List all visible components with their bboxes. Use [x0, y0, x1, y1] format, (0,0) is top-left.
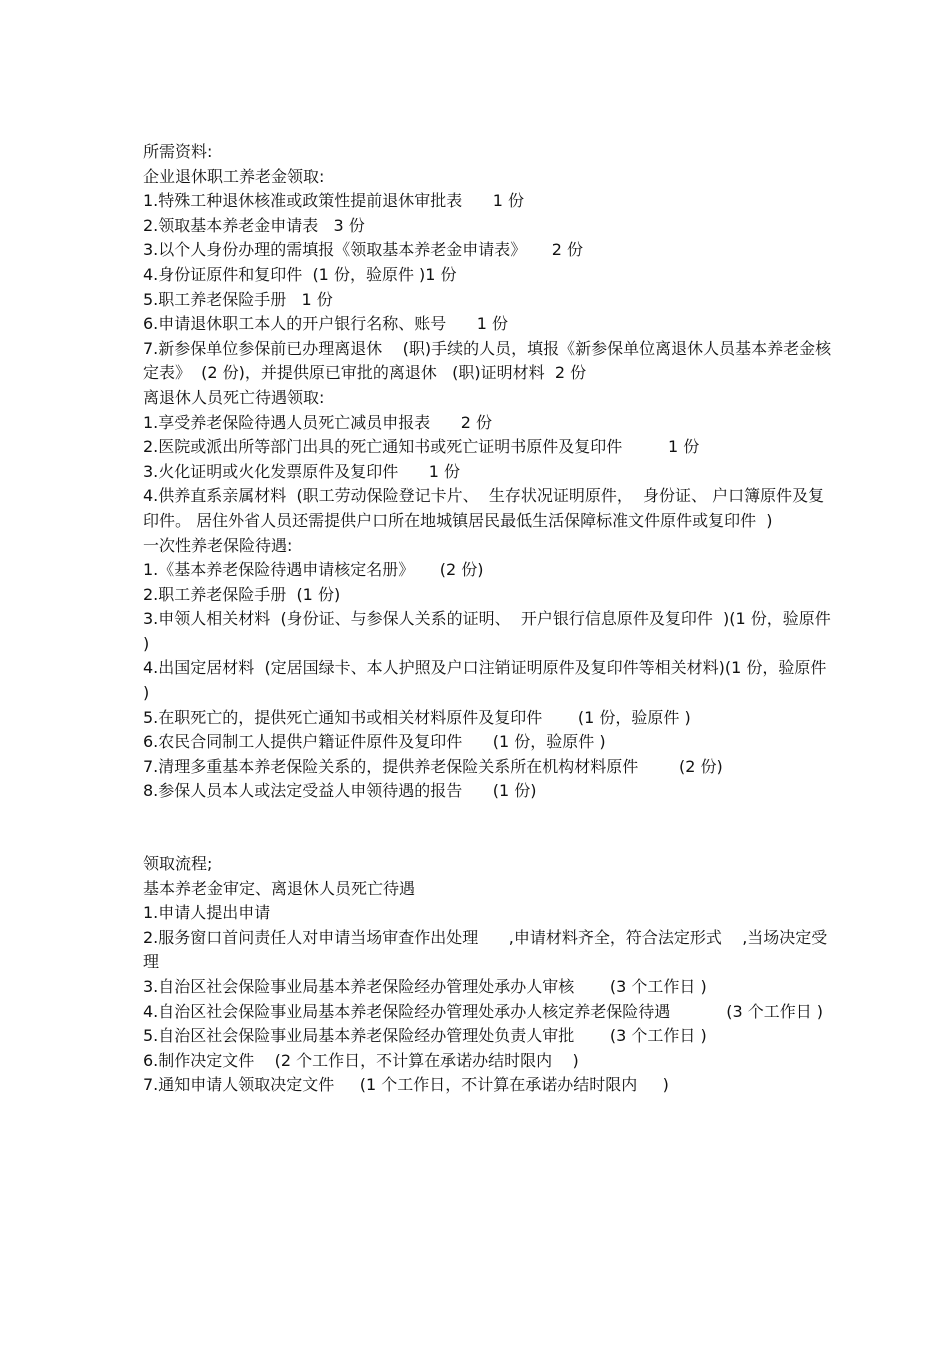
list-item: 8.参保人员本人或法定受益人申领待遇的报告 (1 份): [143, 781, 537, 801]
process-step: 4.自治区社会保险事业局基本养老保险经办管理处承办人核定养老保险待遇 (3 个工作日 ): [143, 1001, 824, 1021]
section-heading-materials: 所需资料:: [143, 142, 213, 161]
list-item: 2.医院或派出所等部门出具的死亡通知书或死亡证明书原件及复印件 1 份: [143, 437, 700, 457]
list-item: 1.享受养老保险待遇人员死亡减员申报表 2 份: [143, 412, 493, 432]
list-item: 7.新参保单位参保前已办理离退休 (职)手续的人员，填报《新参保单位离退休人员基本养老金核定表》 (2 份)，并提供原已审批的离退休 (职)证明材料 2 份: [143, 338, 832, 383]
process-step: 7.通知申请人领取决定文件 (1 个工作日，不计算在承诺办结时限内 ): [143, 1075, 669, 1095]
list-item: 1.《基本养老保险待遇申请核定名册》 (2 份): [143, 560, 484, 580]
process-step: 3.自治区社会保险事业局基本养老保险经办管理处承办人审核 (3 个工作日 ): [143, 977, 707, 996]
process-step: 6.制作决定文件 (2 个工作日，不计算在承诺办结时限内 ): [143, 1050, 579, 1070]
list-item: 2.领取基本养老金申请表 3 份: [143, 215, 365, 235]
list-item: 4.出国定居材料 (定居国绿卡、本人护照及户口注销证明原件及复印件等相关材料)(1 份，验原件 ): [143, 658, 832, 703]
process-step: 5.自治区社会保险事业局基本养老保险经办管理处负责人审批 (3 个工作日 ): [143, 1026, 707, 1046]
group-title-death-benefit: 离退休人员死亡待遇领取:: [143, 387, 325, 407]
process-step: 2.服务窗口首问责任人对申请当场审查作出处理 ,申请材料齐全，符合法定形式 ,当场决定受理: [143, 927, 828, 972]
section-heading-process: 领取流程;: [143, 854, 213, 874]
process-step: 1.申请人提出申请: [143, 903, 271, 923]
list-item: 4.身份证原件和复印件 (1 份，验原件 )1 份: [143, 264, 457, 284]
document-body: [143, 140, 836, 1098]
list-item: 3.以个人身份办理的需填报《领取基本养老金申请表》 2 份: [143, 240, 583, 260]
list-item: 3.申领人相关材料 (身份证、与参保人关系的证明、 开户银行信息原件及复印件 )(1 份，验原件 ): [143, 609, 836, 653]
group-title-lump-sum: 一次性养老保险待遇:: [143, 535, 293, 555]
process-title: 基本养老金审定、离退休人员死亡待遇: [143, 878, 416, 898]
list-item: 4.供养直系亲属材料 (职工劳动保险登记卡片、 生存状况证明原件， 身份证、 户口簿原件及复印件。 居住外省人员还需提供户口所在地城镇居民最低生活保障标准文件原件或复印件 ): [143, 486, 825, 530]
list-item: 7.清理多重基本养老保险关系的，提供养老保险关系所在机构材料原件 (2 份): [143, 756, 723, 776]
list-item: 2.职工养老保险手册 (1 份): [143, 584, 341, 604]
list-item: 5.在职死亡的，提供死亡通知书或相关材料原件及复印件 (1 份，验原件 ): [143, 707, 691, 727]
list-item: 5.职工养老保险手册 1 份: [143, 289, 333, 309]
list-item: 6.农民合同制工人提供户籍证件原件及复印件 (1 份，验原件 ): [143, 732, 606, 752]
list-item: 3.火化证明或火化发票原件及复印件 1 份: [143, 461, 461, 481]
section-spacer: [143, 804, 833, 852]
list-item: 6.申请退休职工本人的开户银行名称、账号 1 份: [143, 314, 509, 334]
list-item: 1.特殊工种退休核准或政策性提前退休审批表 1 份: [143, 191, 525, 211]
group-title-retirement-pension: 企业退休职工养老金领取:: [143, 166, 325, 186]
